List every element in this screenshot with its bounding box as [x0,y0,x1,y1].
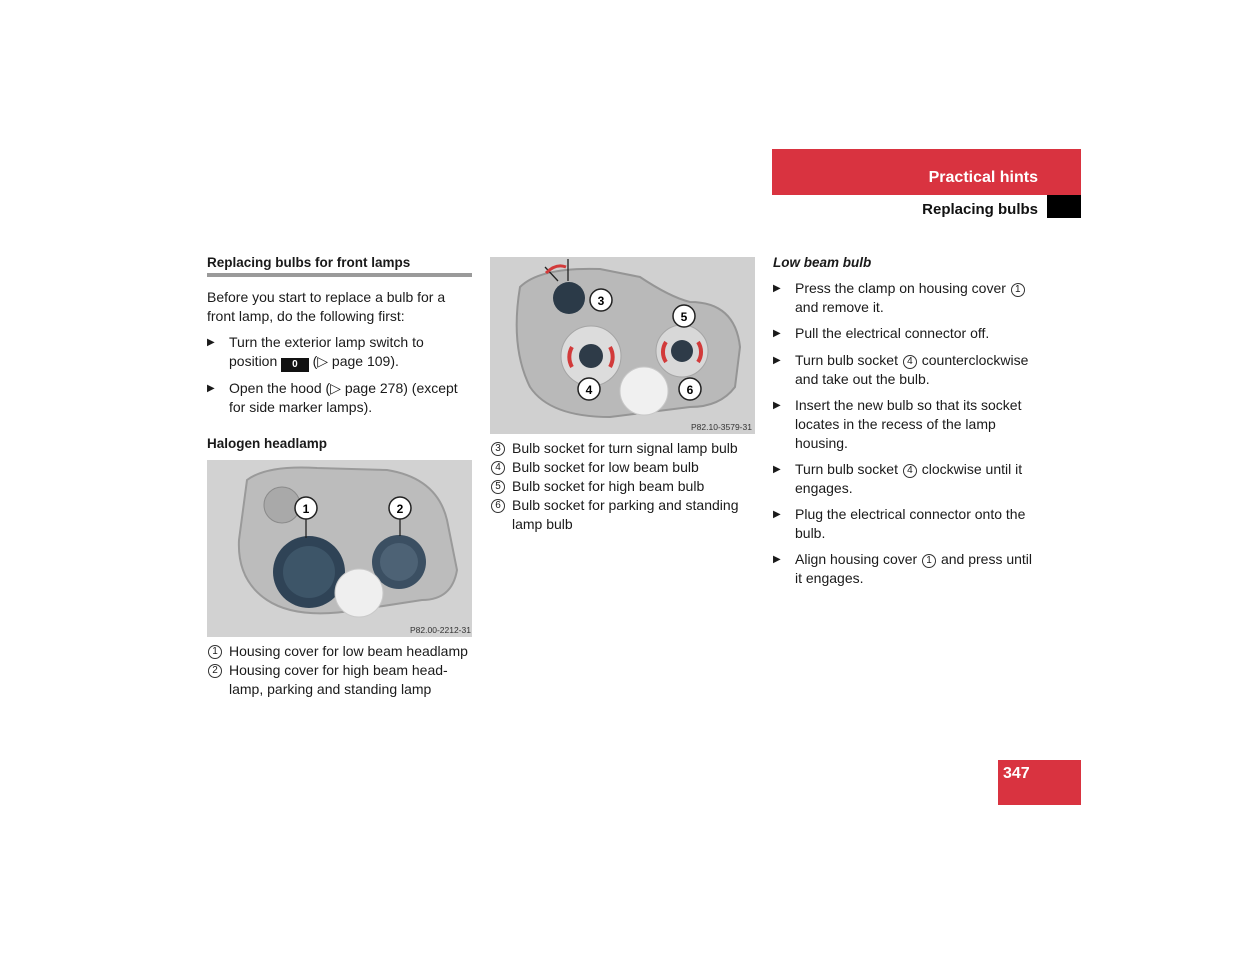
svg-text:6: 6 [686,383,694,397]
svg-text:5: 5 [680,310,688,324]
bullet-arrow-icon: ▶ [773,554,781,565]
step-press-clamp: ▶ Press the clamp on housing cover 1 and remove it. [773,279,1038,317]
bullet-arrow-icon: ▶ [773,509,781,520]
sockets-illustration [490,257,755,434]
legend-item: 3 Bulb socket for turn signal lamp bulb [490,439,755,458]
step-plug-connector: ▶ Plug the electrical connector onto the bulb. [773,506,1026,541]
step-turn-cw: ▶ Turn bulb socket 4 clockwise until it engages. [773,461,1023,496]
legend-sockets [490,439,755,534]
image-code: P82.00-2212-31 [410,625,471,635]
subsection-title: Replacing bulbs [922,201,1038,218]
heading-rule [207,273,472,277]
svg-text:2: 2 [396,502,404,516]
legend-item: 6 Bulb socket for parking and standing lamp bulb [490,496,755,534]
step-turn-ccw: ▶ Turn bulb socket 4 counterclockwise and take out the bulb. [773,352,1029,387]
halogen-heading: Halogen headlamp [207,436,328,451]
section-title: Practical hints [928,169,1038,186]
bullet-arrow-icon: ▶ [773,328,781,339]
low-beam-heading: Low beam bulb [773,255,872,270]
svg-text:3: 3 [597,294,605,308]
bullet-arrow-icon: ▶ [773,283,781,294]
bullet-arrow-icon: ▶ [773,464,781,475]
intro-text: Before you start to replace a bulb for a front lamp, do the following first: [207,289,446,324]
legend-item: 5 Bulb socket for high beam bulb [490,477,755,496]
page-number: 347 [1003,765,1030,782]
switch-position-key: 0 [281,358,309,372]
legend-item: 1 Housing cover for low beam headlamp [207,642,472,661]
halogen-headlamp-image [207,460,472,637]
svg-text:4: 4 [585,383,593,397]
bullet-arrow-icon: ▶ [773,400,781,411]
step-switch: ▶ Turn the exterior lamp switch to position 0 (▷ page 109). [207,334,424,370]
legend-item: 2 Housing cover for high beam head-lamp, parking and standing lamp [207,661,472,699]
legend-halogen [207,642,472,699]
bullet-arrow-icon: ▶ [773,355,781,366]
step-hood: ▶ Open the hood (▷ page 278) (except for side marker lamps). [207,380,458,415]
step-insert-bulb: ▶ Insert the new bulb so that its socket locates in the recess of the lamp housing. [773,397,1022,451]
headlamp-illustration [207,460,472,637]
section-heading: Replacing bulbs for front lamps [207,255,411,270]
bullet-arrow-icon: ▶ [207,337,215,348]
step-pull-connector: ▶ Pull the electrical connector off. [773,325,990,341]
image-code: P82.10-3579-31 [691,422,752,432]
bullet-arrow-icon: ▶ [207,383,215,394]
step-align-cover: ▶ Align housing cover 1 and press until it engages. [773,551,1033,586]
svg-text:1: 1 [302,502,310,516]
header-black-tab [1047,195,1081,218]
legend-item: 4 Bulb socket for low beam bulb [490,458,755,477]
bulb-sockets-image [490,257,755,434]
